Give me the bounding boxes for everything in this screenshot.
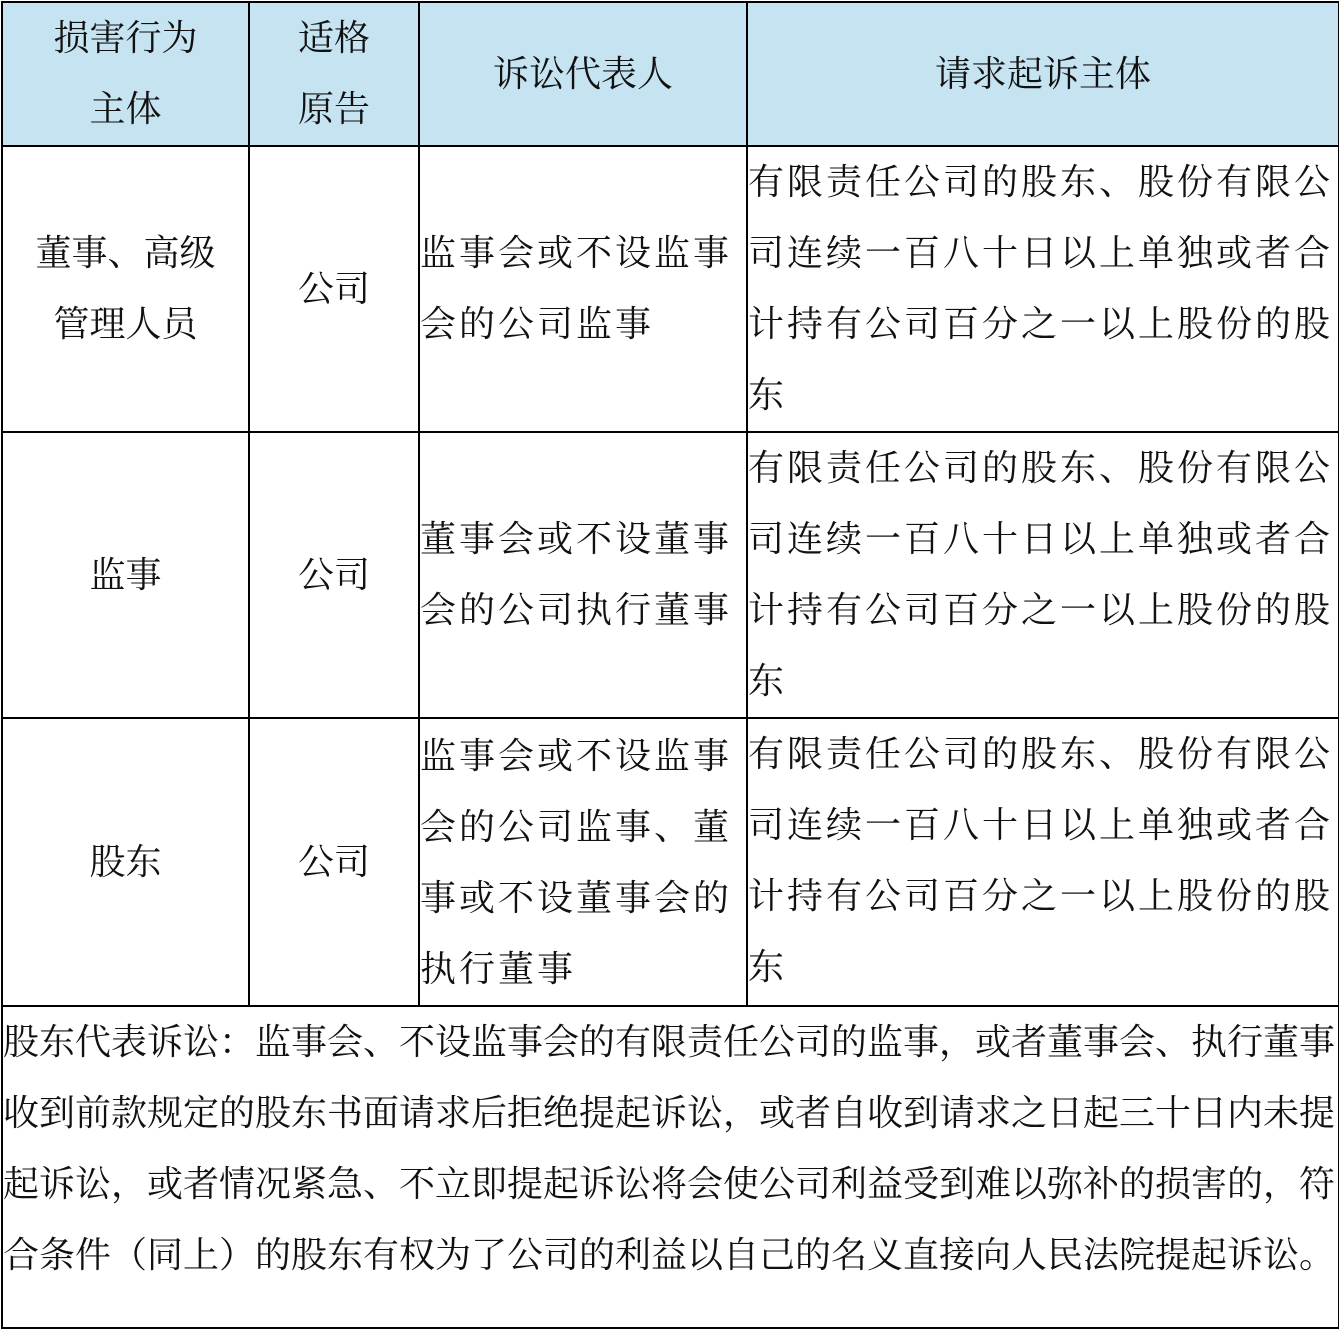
note-row	[2, 1006, 1339, 1328]
row-plaintiff-text: 公司	[297, 554, 370, 596]
row-subject	[2, 718, 249, 1006]
row-subject-text: 董事、高级管理人员	[35, 233, 216, 345]
row-requester-text: 有限责任公司的股东、股份有限公司连续一百八十日以上单独或者合计持有公司百分之一以上股份的股东	[748, 734, 1334, 988]
header-requester-text: 请求起诉主体	[934, 53, 1151, 95]
row-representative-text: 监事会或不设监事会的公司监事	[420, 233, 733, 345]
row-plaintiff	[249, 146, 419, 432]
row-requester	[747, 718, 1339, 1006]
header-requester	[747, 2, 1339, 146]
table-row	[2, 432, 1339, 718]
row-plaintiff	[249, 432, 419, 718]
row-requester	[747, 432, 1339, 718]
header-plaintiff-text: 适格原告	[297, 18, 370, 130]
row-representative-text: 监事会或不设监事会的公司监事、董事或不设董事会的执行董事	[420, 736, 733, 990]
row-requester-text: 有限责任公司的股东、股份有限公司连续一百八十日以上单独或者合计持有公司百分之一以上股份的股东	[748, 162, 1334, 416]
header-plaintiff	[249, 2, 419, 146]
table-row	[2, 718, 1339, 1006]
note-text: 股东代表诉讼：监事会、不设监事会的有限责任公司的监事，或者董事会、执行董事收到前款规定的股东书面请求后拒绝提起诉讼，或者自收到请求之日起三十日内未提起诉讼，或者情况紧急、不立即提起诉讼将会使公司利益受到难以弥补的损害的，符合条件（同上）的股东有权为了公司的利益以自己的名义直接向人民法院提起诉讼。	[3, 1022, 1336, 1276]
row-representative	[419, 432, 747, 718]
row-subject	[2, 146, 249, 432]
note-cell	[2, 1006, 1339, 1328]
row-subject-text: 监事	[89, 554, 162, 596]
row-requester	[747, 146, 1339, 432]
row-requester-text: 有限责任公司的股东、股份有限公司连续一百八十日以上单独或者合计持有公司百分之一以上股份的股东	[748, 448, 1334, 702]
row-plaintiff-text: 公司	[297, 268, 370, 310]
table-row	[2, 146, 1339, 432]
header-representative	[419, 2, 747, 146]
row-plaintiff	[249, 718, 419, 1006]
row-representative-text: 董事会或不设董事会的公司执行董事	[420, 519, 733, 631]
header-subject-text: 损害行为主体	[53, 18, 198, 130]
row-representative	[419, 718, 747, 1006]
row-representative	[419, 146, 747, 432]
header-subject	[2, 2, 249, 146]
row-subject	[2, 432, 249, 718]
header-row	[2, 2, 1339, 146]
row-subject-text: 股东	[89, 841, 162, 883]
derivative-suit-table	[1, 1, 1339, 1329]
header-representative-text: 诉讼代表人	[492, 53, 673, 95]
row-plaintiff-text: 公司	[297, 841, 370, 883]
